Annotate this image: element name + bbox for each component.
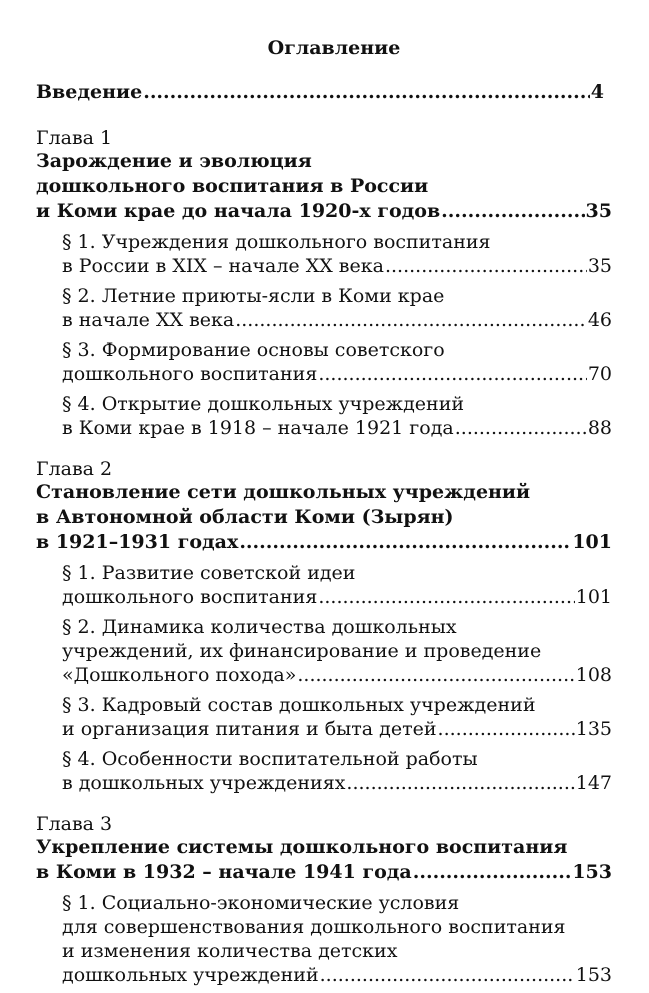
section-title: в дошкольных учреждениях <box>62 772 346 794</box>
section-title-line: § 4. Особенности воспитательной работы <box>62 748 478 770</box>
section-title-line: § 2. Летние приюты-ясли в Коми крае <box>62 285 445 307</box>
section-title: дошкольного воспитания <box>62 363 318 385</box>
section-title: в начале XX века <box>62 309 235 331</box>
chapter-title-last-line <box>36 530 612 555</box>
toc-entry-section[interactable] <box>62 392 612 440</box>
toc-entry-intro[interactable] <box>36 80 604 105</box>
section-title: и организация питания и быта детей <box>62 718 437 740</box>
chapter-title-line: дошкольного воспитания в России <box>36 175 429 197</box>
section-title-line: § 3. Формирование основы советского <box>62 339 445 361</box>
toc-entry-section[interactable] <box>62 338 612 386</box>
leader-dots <box>320 963 575 987</box>
leader-dots <box>438 717 575 741</box>
chapter-title-line: Зарождение и эволюция <box>36 150 312 172</box>
toc-entry-section[interactable] <box>62 230 612 278</box>
chapter-page: 35 <box>585 200 612 222</box>
section-title-last-line <box>62 308 612 332</box>
leader-dots <box>346 771 574 795</box>
chapter-title-lines <box>36 480 612 530</box>
chapter-title-lines <box>36 149 612 199</box>
leader-dots <box>297 663 574 687</box>
toc-entry-section[interactable] <box>62 615 612 687</box>
chapter-title-last-line <box>36 199 612 224</box>
section-page: 108 <box>575 664 612 686</box>
chapter-gap <box>36 801 612 813</box>
toc-chapters <box>36 127 612 987</box>
toc-entry-chapter[interactable] <box>36 149 612 224</box>
section-title-last-line <box>62 416 612 440</box>
chapter-title-line: Укрепление системы дошкольного воспитания <box>36 836 568 858</box>
toc-entry-section[interactable] <box>62 891 612 987</box>
chapter-title: и Коми крае до начала 1920-х годов <box>36 200 441 222</box>
section-title-lines <box>62 561 612 585</box>
section-page: 153 <box>575 964 612 986</box>
toc-entry-section[interactable] <box>62 747 612 795</box>
toc-entry-chapter[interactable] <box>36 480 612 555</box>
section-title-lines <box>62 338 612 362</box>
toc-entry-chapter[interactable] <box>36 835 612 885</box>
toc-entry-section[interactable] <box>62 284 612 332</box>
section-title-line: § 3. Кадровый состав дошкольных учреждений <box>62 694 536 716</box>
section-title-line: учреждений, их финансирование и проведение <box>62 640 542 662</box>
section-title: в России в XIX – начале XX века <box>62 255 384 277</box>
section-title-last-line <box>62 963 612 987</box>
section-title: дошкольного воспитания <box>62 586 318 608</box>
chapter-page: 101 <box>572 531 612 553</box>
chapter-label: Глава 1 <box>36 127 113 149</box>
toc-heading: Оглавление <box>267 37 401 59</box>
section-title-lines <box>62 615 612 663</box>
section-page: 101 <box>575 586 612 608</box>
chapter-label: Глава 2 <box>36 458 113 480</box>
leader-dots <box>385 254 587 278</box>
section-page: 70 <box>587 363 612 385</box>
chapter-title-line: в Автономной области Коми (Зырян) <box>36 506 454 528</box>
toc-entry-section[interactable] <box>62 693 612 741</box>
section-title-last-line <box>62 663 612 687</box>
section-title-line: для совершенствования дошкольного воспитания <box>62 916 566 938</box>
leader-dots <box>441 199 584 224</box>
leader-dots <box>239 530 571 555</box>
section-page: 147 <box>575 772 612 794</box>
section-title-lines <box>62 230 612 254</box>
leader-dots <box>235 308 587 332</box>
chapter-title: в Коми в 1932 – начале 1941 года <box>36 861 412 883</box>
chapter-title: в 1921–1931 годах <box>36 531 239 553</box>
section-title-line: § 2. Динамика количества дошкольных <box>62 616 457 638</box>
leader-dots <box>318 362 586 386</box>
toc-page <box>36 36 612 993</box>
section-page: 35 <box>587 255 612 277</box>
section-title-last-line <box>62 585 612 609</box>
section-page: 88 <box>587 417 612 439</box>
chapter-title-lines <box>36 835 612 860</box>
section-page: 135 <box>575 718 612 740</box>
leader-dots <box>413 860 572 885</box>
section-title-last-line <box>62 771 612 795</box>
chapter-label: Глава 3 <box>36 813 113 835</box>
section-title-line: § 1. Развитие советской идеи <box>62 562 356 584</box>
section-page: 46 <box>587 309 612 331</box>
leader-dots <box>318 585 574 609</box>
section-title: в Коми крае в 1918 – начале 1921 года <box>62 417 454 439</box>
chapter-page: 153 <box>572 861 612 883</box>
leader-dots <box>143 80 590 105</box>
section-title-last-line <box>62 717 612 741</box>
section-title-line: § 1. Социально-экономические условия <box>62 892 460 914</box>
section-title-line: § 4. Открытие дошкольных учреждений <box>62 393 465 415</box>
section-title-lines <box>62 392 612 416</box>
section-title-last-line <box>62 254 612 278</box>
section-title-lines <box>62 284 612 308</box>
section-title-lines <box>62 891 612 963</box>
toc-entry-title: Введение <box>36 81 143 103</box>
chapter-gap <box>36 446 612 458</box>
section-title-lines <box>62 747 612 771</box>
section-title-lines <box>62 693 612 717</box>
leader-dots <box>455 416 587 440</box>
section-title-line: и изменения количества детских <box>62 940 398 962</box>
section-title-last-line <box>62 362 612 386</box>
chapter-title-last-line <box>36 860 612 885</box>
chapter-title-line: Становление сети дошкольных учреждений <box>36 481 531 503</box>
toc-entry-section[interactable] <box>62 561 612 609</box>
toc-entry-page: 4 <box>590 81 604 103</box>
section-title-line: § 1. Учреждения дошкольного воспитания <box>62 231 491 253</box>
section-title: «Дошкольного похода» <box>62 664 297 686</box>
section-title: дошкольных учреждений <box>62 964 319 986</box>
